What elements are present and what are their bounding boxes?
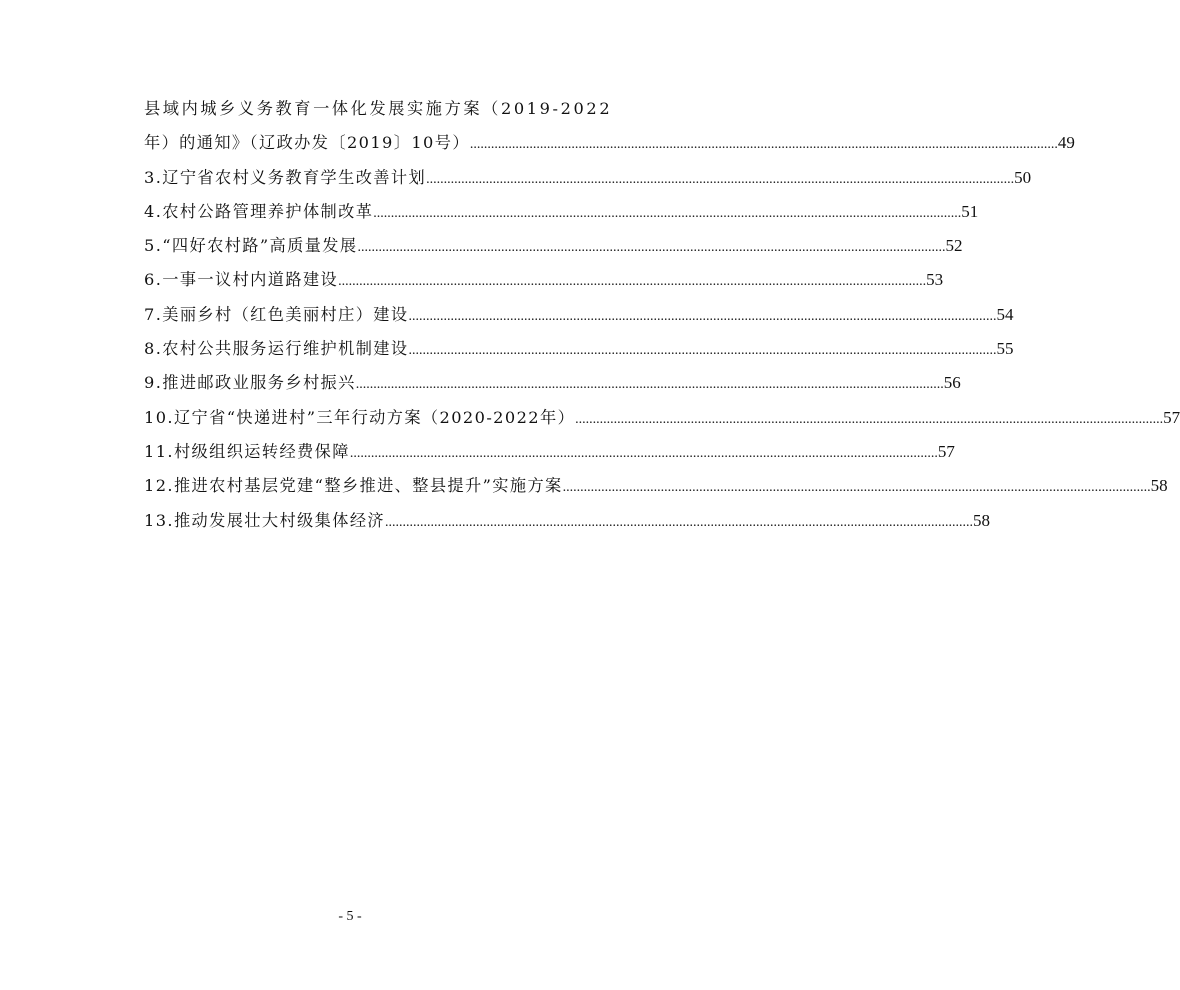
toc-entry[interactable]: [144, 229, 963, 263]
toc-entry-text: 11.村级组织运转经费保障: [144, 441, 350, 461]
toc-page-number: 50: [1014, 167, 1032, 187]
toc-page-number: 54: [996, 304, 1014, 324]
dot-leader: [338, 265, 926, 299]
toc-entry[interactable]: [144, 195, 979, 229]
toc-entry[interactable]: [144, 469, 1168, 503]
toc-entry-text: 12.推进农村基层党建“整乡推进、整县提升”实施方案: [144, 476, 563, 496]
toc-entry-text: 6.一事一议村内道路建设: [144, 270, 339, 290]
toc-entry[interactable]: [144, 366, 961, 400]
dot-leader: [470, 128, 1058, 162]
dot-leader: [373, 197, 961, 231]
toc-page-number: 51: [961, 201, 979, 221]
toc-entry[interactable]: [144, 504, 990, 538]
toc-entry[interactable]: [144, 298, 1014, 332]
toc-page-number: 57: [1163, 407, 1180, 427]
toc-page-number: 57: [937, 441, 955, 461]
table-of-contents: [144, 92, 1180, 538]
toc-entry-text: 10.辽宁省“快递进村”三年行动方案（2020-2022年）: [144, 407, 576, 427]
toc-entry[interactable]: [144, 401, 1180, 435]
dot-leader: [563, 471, 1151, 505]
dot-leader: [426, 163, 1014, 197]
toc-page-number: 58: [1150, 476, 1168, 496]
toc-entry-text: 县域内城乡义务教育一体化发展实施方案（2019-2022: [144, 99, 613, 118]
toc-entry-text: 7.美丽乡村（红色美丽村庄）建设: [144, 304, 409, 324]
toc-entry-text: 年）的通知》（辽政办发〔2019〕10号）: [144, 133, 470, 153]
toc-page-number: 55: [996, 339, 1014, 359]
toc-page-number: 49: [1057, 133, 1075, 153]
toc-entry[interactable]: [144, 332, 1014, 366]
toc-entry-text: 8.农村公共服务运行维护机制建设: [144, 339, 409, 359]
dot-leader: [356, 368, 944, 402]
toc-page-number: 58: [973, 510, 990, 530]
toc-entry-text: 4.农村公路管理养护体制改革: [144, 201, 374, 221]
toc-page-number: 53: [926, 270, 944, 290]
dot-leader: [357, 231, 945, 265]
toc-entry[interactable]: [144, 126, 1075, 160]
toc-entry-continuation[interactable]: [144, 92, 613, 126]
dot-leader: [385, 506, 973, 540]
toc-entry-text: 13.推动发展壮大村级集体经济: [144, 510, 385, 530]
dot-leader: [408, 334, 996, 368]
toc-entry-text: 9.推进邮政业服务乡村振兴: [144, 373, 356, 393]
page-number: - 5 -: [338, 909, 362, 924]
toc-entry-text: 3.辽宁省农村义务教育学生改善计划: [144, 167, 427, 187]
toc-entry[interactable]: [144, 263, 944, 297]
dot-leader: [350, 437, 938, 471]
toc-entry-text: 5.“四好农村路”高质量发展: [144, 236, 358, 256]
dot-leader: [575, 403, 1163, 437]
toc-entry[interactable]: [144, 435, 955, 469]
toc-entry[interactable]: [144, 161, 1032, 195]
toc-page-number: 56: [943, 373, 961, 393]
dot-leader: [408, 300, 996, 334]
toc-page-number: 52: [945, 236, 963, 256]
